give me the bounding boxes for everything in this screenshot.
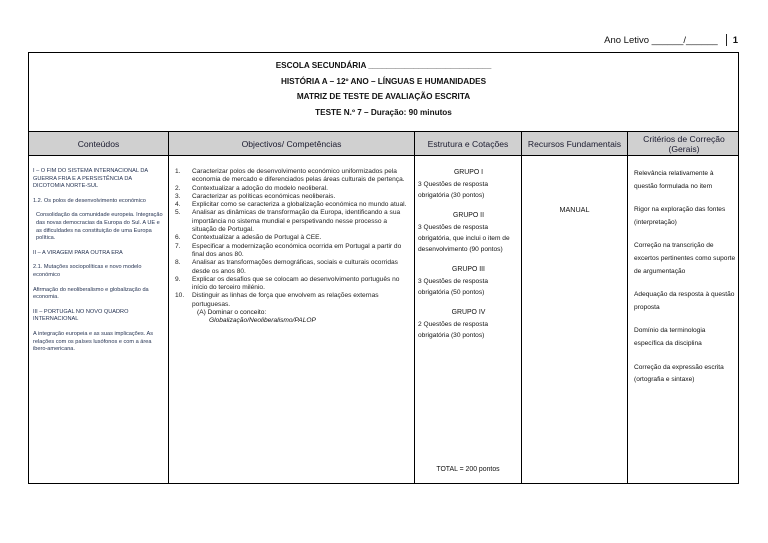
resource-manual: MANUAL [559,205,590,214]
list-item: 5. Analisar as dinâmicas de transformação da Europa, identificando a sua importância no sistema mundial e perspetivando nesse processo a situação de Portugal. [175,209,401,234]
content-topics: Consolidação da comunidade europeia. Integração das novas democracias da Europa do Sul. A UE e as dificuldades na constituição de uma Europa política. [36,212,163,242]
column-header-recursos: Recursos Fundamentais [527,139,622,149]
list-item: 9. Explicar os desafios que se colocam ao desenvolvimento português no início do terceiro milénio. [175,275,400,292]
page-separator [726,34,727,46]
content-topics: Afirmação do neoliberalismo e globalização da economia. [33,286,149,301]
column-header-objectivos: Objectivos/ Competências [241,139,342,149]
content-topics: A integração europeia e as suas implicações. As relações com os países lusófonos e com a área ibero-americana. [33,330,154,353]
group-block [418,308,519,341]
list-item: 4. Explicitar como se caracteriza a globalização económica no mundo atual. [175,201,407,209]
estrutura-cell [415,156,521,483]
list-item: 10. Distinguir as linhas de força que envolvem as relações externas portuguesas. [175,292,379,308]
group-title: GRUPO II [452,212,484,219]
column-header-conteudos: Conteúdos [77,139,120,149]
group-description: 3 Questões de resposta obrigatória (50 pontos) [418,278,489,296]
criterios-cell [628,156,740,483]
concept-value: Globalização/Neoliberalismo/PALOP [209,317,316,325]
content-subunit: 2.1. Mutações sociopolíticas e novo modelo económico [33,264,142,278]
criterion-item: Adequação da resposta à questão proposta [634,291,735,311]
group-description: 3 Questões de resposta obrigatória (30 pontos) [418,181,489,199]
group-block [418,211,519,255]
column-header-row [29,132,738,156]
criterion-item: Rigor na exploração das fontes (interpretação) [634,206,726,226]
recursos-cell [522,156,627,483]
criterion-item: Correção da expressão escrita (ortografia e sintaxe) [634,363,724,384]
course-title: HISTÓRIA A – 12º ANO – LÍNGUAS E HUMANIDADES [280,76,487,86]
content-unit-title: I – O FIM DO SISTEMA INTERNACIONAL DA GUERRA FRIA E A PERSISTÊNCIA DA DICOTOMIA NORTE-SUL [33,168,148,190]
group-block [418,168,519,201]
criterion-item: Domínio da terminologia específica da disciplina [634,327,706,347]
assessment-matrix-table [28,52,739,484]
test-title: TESTE N.º 7 – Duração: 90 minutos [315,107,452,117]
school-name: ESCOLA SECUNDÁRIA ___________________________ [275,61,492,70]
conteudos-cell [29,156,168,483]
concept-label: (A) Dominar o conceito: [197,309,267,317]
objectives-list [173,168,410,309]
list-item: 8. Analisar as transformações demográficas, sociais e culturais ocorridas desde os anos 80. [175,259,398,275]
page-number: 1 [732,34,738,46]
list-item: 2. Contextualizar a adoção do modelo neoliberal. [175,184,328,192]
list-item: 1. Caracterizar polos de desenvolvimento económico uniformizados pela economia de mercado e diferenciados pelas áreas culturais de pertença. [175,168,405,184]
top-line [604,34,738,46]
list-item: 3. Caracterizar as políticas económicas neoliberais. [175,192,336,200]
ano-letivo-label: Ano Letivo ______/______ [604,34,718,46]
matrix-title: MATRIZ DE TESTE DE AVALIAÇÃO ESCRITA [296,92,471,102]
list-item: 6. Contextualizar a adesão de Portugal à CEE. [175,234,322,242]
content-unit-title: II – A VIRAGEM PARA OUTRA ERA [33,249,123,256]
group-title: GRUPO I [453,169,484,176]
total-points: TOTAL = 200 pontos [436,466,500,473]
criterion-item: Correção na transcrição de excertos pertinentes como suporte de argumentação [634,242,736,275]
group-title: GRUPO IV [451,309,486,316]
list-item: 7. Especificar a modernização económica ocorrida em Portugal a partir do final dos anos 80. [175,242,402,258]
document-header [29,53,738,132]
group-description: 3 Questões de resposta obrigatória, que inclui o item de desenvolvimento (90 pontos) [418,224,510,253]
criterion-item: Relevância relativamente à questão formulada no item [634,170,714,190]
group-description: 2 Questões de resposta obrigatória (30 pontos) [418,321,489,339]
group-block [418,265,519,298]
column-header-criterios: Critérios de Correção (Gerais) [643,134,725,154]
group-title: GRUPO III [452,266,485,273]
objectivos-cell [169,156,414,483]
content-unit-title: III – PORTUGAL NO NOVO QUADRO INTERNACIONAL [33,308,129,323]
content-subunit: 1.2. Os polos de desenvolvimento económico [33,197,146,204]
column-header-estrutura: Estrutura e Cotações [427,139,509,149]
